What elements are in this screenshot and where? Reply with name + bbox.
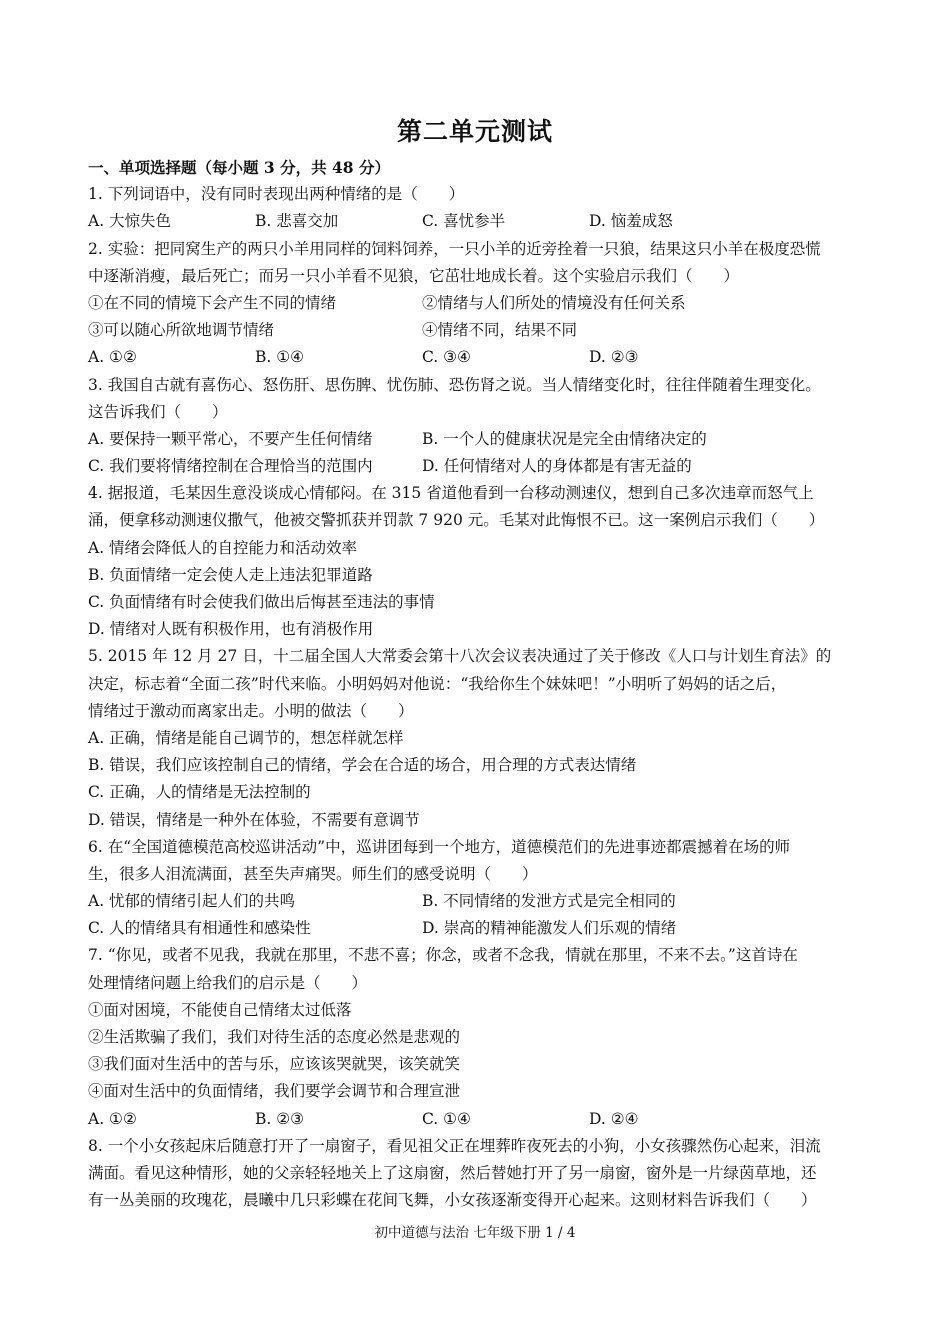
question-stem: 情绪过于激动而离家出走。小明的做法（ ） xyxy=(88,701,414,720)
question-3 xyxy=(88,372,866,481)
options-row xyxy=(88,208,866,235)
option-b: B. ①④ xyxy=(255,348,305,367)
question-8 xyxy=(88,1133,866,1215)
options-row xyxy=(88,915,866,942)
options-row xyxy=(88,888,866,915)
option-c: C. 正确，人的情绪是无法控制的 xyxy=(88,783,311,802)
statements-row xyxy=(88,290,866,317)
question-stem: 这告诉我们（ ） xyxy=(88,402,228,421)
question-5 xyxy=(88,643,866,833)
option-d: D. 情绪对人既有积极作用，也有消极作用 xyxy=(88,620,374,639)
options-row xyxy=(88,426,866,453)
option-b: B. 负面情绪一定会使人走上违法犯罪道路 xyxy=(88,565,373,584)
question-stem: 涌，便拿移动测速仪撒气，他被交警抓获并罚款 7 920 元。毛某对此悔恨不已。这一案例启示我们（ ） xyxy=(88,511,825,530)
option-b: B. 一个人的健康状况是完全由情绪决定的 xyxy=(422,429,707,448)
option-c: C. ③④ xyxy=(422,348,471,367)
option-a: A. 忧郁的情绪引起人们的共鸣 xyxy=(88,892,296,911)
option-a: A. 大惊失色 xyxy=(88,212,172,231)
question-stem: 7. “你见，或者不见我，我就在那里，不悲不喜；你念，或者不念我，情就在那里，不来不去。”这首诗在 xyxy=(88,946,798,965)
question-stem: 4. 据报道，毛某因生意没谈成心情郁闷。在 315 省道他看到一台移动测速仪，想到自己多次违章而怒气上 xyxy=(88,484,814,503)
statement-1: ①面对困境，不能使自己情绪太过低落 xyxy=(88,1000,352,1019)
question-stem: 6. 在“全国道德模范高校巡讲活动”中，巡讲团每到一个地方，道德模范们的先进事迹都震撼着在场的师 xyxy=(88,837,791,856)
option-c: C. 人的情绪具有相通性和感染性 xyxy=(88,919,311,938)
question-stem: 处理情绪问题上给我们的启示是（ ） xyxy=(88,973,368,992)
option-c: C. 我们要将情绪控制在合理恰当的范围内 xyxy=(88,457,373,476)
option-b: B. 不同情绪的发泄方式是完全相同的 xyxy=(422,892,676,911)
page-title: 第二单元测试 xyxy=(396,117,553,146)
options-row xyxy=(88,1106,866,1133)
option-d: D. 任何情绪对人的身体都是有害无益的 xyxy=(422,457,692,476)
question-stem: 5. 2015 年 12 月 27 日，十二届全国人大常委会第十八次会议表决通过了关于修改《人口与计划生育法》的 xyxy=(88,647,832,666)
option-b: B. 悲喜交加 xyxy=(255,212,339,231)
option-a: A. 正确，情绪是能自己调节的，想怎样就怎样 xyxy=(88,728,404,747)
option-b: B. 错误，我们应该控制自己的情绪，学会在合适的场合，用合理的方式表达情绪 xyxy=(88,756,637,775)
question-stem: 有一丛美丽的玫瑰花，晨曦中几只彩蝶在花间飞舞，小女孩逐渐变得开心起来。这则材料告诉我们（ ） xyxy=(88,1191,817,1210)
option-c: C. ①④ xyxy=(422,1109,471,1128)
statement-4: ④情绪不同，结果不同 xyxy=(422,321,578,340)
question-area xyxy=(88,154,866,1214)
question-stem: 满面。看见这种情形，她的父亲轻轻地关上了这扇窗，然后替她打开了另一扇窗，窗外是一片绿茵草地，还 xyxy=(88,1163,817,1182)
page-footer: 初中道德与法治 七年级下册 1 / 4 xyxy=(374,1225,576,1241)
option-a: A. 要保持一颗平常心，不要产生任何情绪 xyxy=(88,429,373,448)
options-row xyxy=(88,453,866,480)
option-c: C. 喜忧参半 xyxy=(422,212,506,231)
statement-2: ②情绪与人们所处的情境没有任何关系 xyxy=(422,293,686,312)
section-heading: 一、单项选择题（每小题 3 分，共 48 分） xyxy=(88,158,390,177)
statement-4: ④面对生活中的负面情绪，我们要学会调节和合理宣泄 xyxy=(88,1082,461,1101)
statement-2: ②生活欺骗了我们，我们对待生活的态度必然是悲观的 xyxy=(88,1028,461,1046)
statement-3: ③我们面对生活中的苦与乐，应该该哭就哭，该笑就笑 xyxy=(88,1055,461,1074)
question-1 xyxy=(88,181,866,235)
option-a: A. ①② xyxy=(88,1109,137,1128)
option-d: D. 恼羞成怒 xyxy=(589,212,673,231)
question-stem: 3. 我国自古就有喜伤心、怒伤肝、思伤脾、忧伤肺、恐伤肾之说。当人情绪变化时，往往伴随着生理变化。 xyxy=(88,375,821,394)
option-d: D. ②③ xyxy=(589,348,639,367)
option-d: D. ②④ xyxy=(589,1109,639,1128)
question-7 xyxy=(88,942,866,1132)
statement-3: ③可以随心所欲地调节情绪 xyxy=(88,321,275,340)
question-stem: 决定，标志着“全面二孩”时代来临。小明妈妈对他说：“我给你生个妹妹吧！”小明听了妈妈的话之后， xyxy=(88,674,787,693)
statement-1: ①在不同的情境下会产生不同的情绪 xyxy=(88,293,337,312)
question-2 xyxy=(88,236,866,372)
option-c: C. 负面情绪有时会使我们做出后悔甚至违法的事情 xyxy=(88,593,435,611)
question-6 xyxy=(88,834,866,943)
option-d: D. 崇高的精神能激发人们乐观的情绪 xyxy=(422,919,677,938)
options-row xyxy=(88,344,866,371)
question-stem: 中逐渐消瘦，最后死亡；而另一只小羊看不见狼，它茁壮地成长着。这个实验启示我们（ ） xyxy=(88,266,740,285)
question-4 xyxy=(88,480,866,643)
option-b: B. ②③ xyxy=(255,1109,305,1128)
option-a: A. 情绪会降低人的自控能力和活动效率 xyxy=(88,538,358,557)
question-stem: 生，很多人泪流满面，甚至失声痛哭。师生们的感受说明（ ） xyxy=(88,864,538,883)
option-d: D. 错误，情绪是一种外在体验，不需要有意调节 xyxy=(88,810,420,829)
statements-row xyxy=(88,317,866,344)
question-stem: 8. 一个小女孩起床后随意打开了一扇窗子，看见祖父正在埋葬昨夜死去的小狗，小女孩骤然伤心起来，泪流 xyxy=(88,1136,821,1155)
question-stem: 2. 实验：把同窝生产的两只小羊用同样的饲料饲养，一只小羊的近旁拴着一只狼，结果这只小羊在极度恐慌 xyxy=(88,239,821,258)
question-stem: 1. 下列词语中，没有同时表现出两种情绪的是（ ） xyxy=(88,185,465,204)
option-a: A. ①② xyxy=(88,348,137,367)
